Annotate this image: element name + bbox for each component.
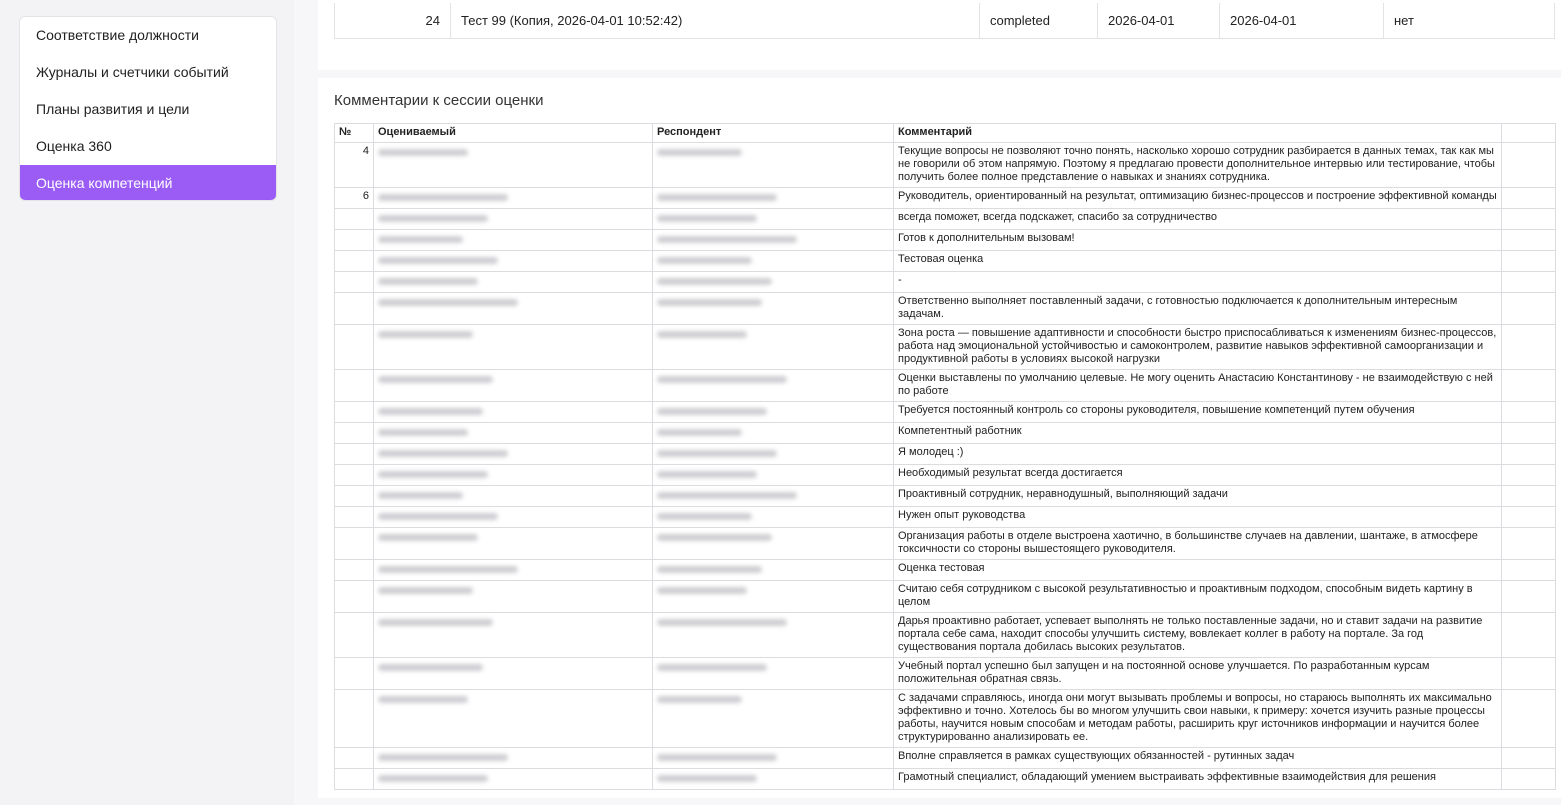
redacted-name — [657, 299, 762, 306]
extra-cell — [1502, 272, 1556, 293]
table-row — [335, 272, 1556, 293]
evaluated-cell — [374, 528, 653, 560]
redacted-name — [657, 534, 772, 541]
evaluated-cell — [374, 581, 653, 613]
comment-text: Оценки выставлены по умолчанию целевые. Не могу оценить Анастасию Константинову - не взаимодействую с ней по работе — [894, 370, 1502, 402]
comment-text: - — [894, 272, 1502, 293]
redacted-name — [657, 376, 787, 383]
row-number — [335, 230, 374, 251]
redacted-name — [657, 664, 767, 671]
respondent-cell — [653, 560, 894, 581]
redacted-name — [657, 408, 767, 415]
comment-text: Необходимый результат всегда достигается — [894, 465, 1502, 486]
extra-cell — [1502, 769, 1556, 790]
extra-cell — [1502, 748, 1556, 769]
comment-text: Тестовая оценка — [894, 251, 1502, 272]
column-header-number: № — [335, 124, 374, 143]
extra-cell — [1502, 528, 1556, 560]
comment-text: Проактивный сотрудник, неравнодушный, выполняющий задачи — [894, 486, 1502, 507]
session-start-date: 2026-04-01 — [1098, 3, 1220, 39]
evaluated-cell — [374, 613, 653, 658]
redacted-name — [657, 775, 757, 782]
comment-text: Требуется постоянный контроль со стороны руководителя, повышение компетенций путем обучения — [894, 402, 1502, 423]
table-row — [335, 748, 1556, 769]
sidebar-item-position-compliance[interactable]: Соответствие должности — [36, 27, 199, 43]
comment-text: Нужен опыт руководства — [894, 507, 1502, 528]
row-number — [335, 465, 374, 486]
row-number — [335, 402, 374, 423]
respondent-cell — [653, 658, 894, 690]
redacted-name — [657, 754, 777, 761]
table-row — [335, 486, 1556, 507]
extra-cell — [1502, 325, 1556, 370]
comment-text: Ответственно выполняет поставленный задачи, с готовностью подключается к дополнительным интересным задачам. — [894, 293, 1502, 325]
sessions-panel — [318, 0, 1561, 70]
respondent-cell — [653, 748, 894, 769]
row-number — [335, 690, 374, 748]
table-row — [335, 769, 1556, 790]
comment-text: всегда поможет, всегда подскажет, спасибо за сотрудничество — [894, 209, 1502, 230]
row-number — [335, 251, 374, 272]
evaluated-cell — [374, 465, 653, 486]
redacted-name — [378, 429, 468, 436]
evaluated-cell — [374, 444, 653, 465]
row-number — [335, 560, 374, 581]
respondent-cell — [653, 325, 894, 370]
redacted-name — [657, 429, 742, 436]
evaluated-cell — [374, 769, 653, 790]
column-header-evaluated: Оцениваемый — [374, 124, 653, 143]
sidebar-item-development-plans[interactable]: Планы развития и цели — [36, 101, 190, 117]
extra-cell — [1502, 581, 1556, 613]
row-number — [335, 507, 374, 528]
redacted-name — [378, 215, 488, 222]
comment-text: Организация работы в отделе выстроена хаотично, в большинстве случаев на давлении, шантаже, в атмосфере токсичности со стороны вышестоящего руководителя. — [894, 528, 1502, 560]
evaluated-cell — [374, 402, 653, 423]
redacted-name — [378, 534, 478, 541]
table-row — [335, 230, 1556, 251]
table-row — [335, 423, 1556, 444]
row-number — [335, 528, 374, 560]
extra-cell — [1502, 560, 1556, 581]
row-number — [335, 581, 374, 613]
extra-cell — [1502, 251, 1556, 272]
redacted-name — [378, 278, 478, 285]
extra-cell — [1502, 402, 1556, 423]
row-number: 6 — [335, 188, 374, 209]
extra-cell — [1502, 209, 1556, 230]
sidebar-item-assessment-360[interactable]: Оценка 360 — [36, 138, 112, 154]
respondent-cell — [653, 423, 894, 444]
comment-text: Учебный портал успешно был запущен и на постоянной основе улучшается. По разработанным курсам положительная обратная связь. — [894, 658, 1502, 690]
extra-cell — [1502, 188, 1556, 209]
redacted-name — [378, 566, 518, 573]
table-row — [335, 370, 1556, 402]
evaluated-cell — [374, 486, 653, 507]
row-number: 4 — [335, 143, 374, 188]
evaluated-cell — [374, 293, 653, 325]
table-row — [335, 325, 1556, 370]
row-number — [335, 209, 374, 230]
evaluated-cell — [374, 143, 653, 188]
comments-table — [334, 123, 1556, 790]
redacted-name — [657, 587, 747, 594]
extra-cell — [1502, 423, 1556, 444]
table-row — [335, 581, 1556, 613]
redacted-name — [657, 194, 777, 201]
redacted-name — [657, 149, 742, 156]
comment-text: Руководитель, ориентированный на результат, оптимизацию бизнес-процессов и построение эффективной команды — [894, 188, 1502, 209]
column-header-comment: Комментарий — [894, 124, 1502, 143]
extra-cell — [1502, 690, 1556, 748]
table-row — [335, 293, 1556, 325]
extra-cell — [1502, 507, 1556, 528]
redacted-name — [378, 450, 508, 457]
redacted-name — [378, 696, 468, 703]
session-id: 24 — [335, 3, 451, 39]
extra-cell — [1502, 444, 1556, 465]
redacted-name — [378, 194, 508, 201]
evaluated-cell — [374, 188, 653, 209]
evaluated-cell — [374, 560, 653, 581]
evaluated-cell — [374, 748, 653, 769]
evaluated-cell — [374, 251, 653, 272]
comment-text: Грамотный специалист, обладающий умением выстраивать эффективные взаимодействия для решения — [894, 769, 1502, 790]
row-number — [335, 658, 374, 690]
respondent-cell — [653, 769, 894, 790]
table-row — [335, 507, 1556, 528]
comment-text: Считаю себя сотрудником с высокой результативностью и проактивным подходом, способным видеть картину в целом — [894, 581, 1502, 613]
table-row — [335, 444, 1556, 465]
redacted-name — [657, 236, 797, 243]
row-number — [335, 769, 374, 790]
evaluated-cell — [374, 690, 653, 748]
evaluated-cell — [374, 325, 653, 370]
redacted-name — [378, 775, 488, 782]
row-number — [335, 370, 374, 402]
row-number — [335, 272, 374, 293]
extra-cell — [1502, 293, 1556, 325]
table-row — [335, 560, 1556, 581]
session-end-date: 2026-04-01 — [1220, 3, 1384, 39]
redacted-name — [657, 696, 742, 703]
sidebar-item-event-logs[interactable]: Журналы и счетчики событий — [36, 64, 229, 80]
redacted-name — [657, 278, 772, 285]
row-number — [335, 325, 374, 370]
table-header-row — [335, 124, 1556, 143]
redacted-name — [378, 149, 468, 156]
respondent-cell — [653, 613, 894, 658]
redacted-name — [378, 754, 508, 761]
row-number — [335, 293, 374, 325]
respondent-cell — [653, 465, 894, 486]
respondent-cell — [653, 188, 894, 209]
comment-text: Я молодец :) — [894, 444, 1502, 465]
redacted-name — [657, 619, 787, 626]
redacted-name — [378, 471, 488, 478]
table-row — [335, 209, 1556, 230]
extra-cell — [1502, 143, 1556, 188]
respondent-cell — [653, 507, 894, 528]
respondent-cell — [653, 209, 894, 230]
comment-text: Текущие вопросы не позволяют точно понять, насколько хорошо сотрудник разбирается в данных темах, так как мы не говорили об этом напрямую. Поэтому я предлагаю провести дополнительное интервью или тестирование, чтобы получить более полное представление о навыках и знаниях сотрудника. — [894, 143, 1502, 188]
table-row — [335, 251, 1556, 272]
session-name: Тест 99 (Копия, 2026-04-01 10:52:42) — [451, 3, 980, 39]
respondent-cell — [653, 690, 894, 748]
evaluated-cell — [374, 370, 653, 402]
evaluated-cell — [374, 230, 653, 251]
respondent-cell — [653, 251, 894, 272]
respondent-cell — [653, 444, 894, 465]
evaluated-cell — [374, 658, 653, 690]
comment-text: Вполне справляется в рамках существующих обязанностей - рутинных задач — [894, 748, 1502, 769]
evaluated-cell — [374, 423, 653, 444]
column-header-respondent: Респондент — [653, 124, 894, 143]
table-row — [335, 188, 1556, 209]
comment-text: Компетентный работник — [894, 423, 1502, 444]
redacted-name — [378, 492, 463, 499]
comments-body — [335, 143, 1556, 790]
evaluated-cell — [374, 272, 653, 293]
session-flag: нет — [1394, 13, 1414, 28]
evaluated-cell — [374, 209, 653, 230]
extra-cell — [1502, 658, 1556, 690]
respondent-cell — [653, 293, 894, 325]
row-number — [335, 486, 374, 507]
redacted-name — [378, 299, 518, 306]
table-row — [335, 690, 1556, 748]
redacted-name — [378, 376, 493, 383]
comment-text: Зона роста — повышение адаптивности и способности быстро приспосабливаться к изменениям бизнес-процессов, работа над эмоциональной устойчивостью и самоконтролем, развитие навыков эффективной самоорганизации и продуктивной работы в условиях высокой нагрузки — [894, 325, 1502, 370]
extra-cell — [1502, 465, 1556, 486]
redacted-name — [657, 331, 747, 338]
row-number — [335, 444, 374, 465]
redacted-name — [378, 331, 473, 338]
comments-panel — [318, 78, 1561, 798]
table-row — [335, 402, 1556, 423]
row-number — [335, 423, 374, 444]
respondent-cell — [653, 370, 894, 402]
redacted-name — [378, 257, 498, 264]
respondent-cell — [653, 581, 894, 613]
respondent-cell — [653, 528, 894, 560]
table-row — [335, 613, 1556, 658]
comment-text: Оценка тестовая — [894, 560, 1502, 581]
extra-cell — [1502, 613, 1556, 658]
redacted-name — [378, 236, 463, 243]
table-row — [335, 658, 1556, 690]
respondent-cell — [653, 402, 894, 423]
respondent-cell — [653, 486, 894, 507]
sidebar-item-competency-assessment[interactable]: Оценка компетенций — [20, 165, 276, 201]
redacted-name — [378, 619, 493, 626]
main-content — [294, 0, 1561, 805]
evaluated-cell — [374, 507, 653, 528]
respondent-cell — [653, 272, 894, 293]
redacted-name — [657, 492, 797, 499]
extra-cell — [1502, 230, 1556, 251]
redacted-name — [657, 215, 757, 222]
comment-text: Дарья проактивно работает, успевает выполнять не только поставленные задачи, но и ставит задачи на развитие портала себе сама, находит способы улучшить систему, вовлекает коллег в работу на портале. За год существования портала добилась высоких результатов. — [894, 613, 1502, 658]
redacted-name — [657, 566, 762, 573]
redacted-name — [378, 664, 483, 671]
redacted-name — [657, 450, 777, 457]
table-row — [335, 465, 1556, 486]
column-header-extra — [1502, 124, 1556, 143]
respondent-cell — [653, 143, 894, 188]
table-row[interactable] — [334, 3, 1555, 39]
row-number — [335, 748, 374, 769]
table-row — [335, 143, 1556, 188]
table-row — [335, 528, 1556, 560]
redacted-name — [378, 513, 498, 520]
redacted-name — [657, 513, 752, 520]
redacted-name — [657, 471, 757, 478]
row-number — [335, 613, 374, 658]
session-status: completed — [980, 3, 1098, 39]
sidebar — [19, 16, 277, 201]
redacted-name — [378, 408, 483, 415]
redacted-name — [657, 257, 752, 264]
extra-cell — [1502, 486, 1556, 507]
extra-cell — [1502, 370, 1556, 402]
respondent-cell — [653, 230, 894, 251]
comment-text: Готов к дополнительным вызовам! — [894, 230, 1502, 251]
comment-text: С задачами справляюсь, иногда они могут вызывать проблемы и вопросы, но стараюсь выполнять их максимально эффективно и точно. Хотелось бы во многом улучшить свои навыки, к примеру: хочется изучить разные процессы работы, научится новым способам и методам работы, расширить круг источников информации и научится более структурированно анализировать ее. — [894, 690, 1502, 748]
section-title: Комментарии к сессии оценки — [334, 92, 544, 109]
redacted-name — [378, 587, 473, 594]
